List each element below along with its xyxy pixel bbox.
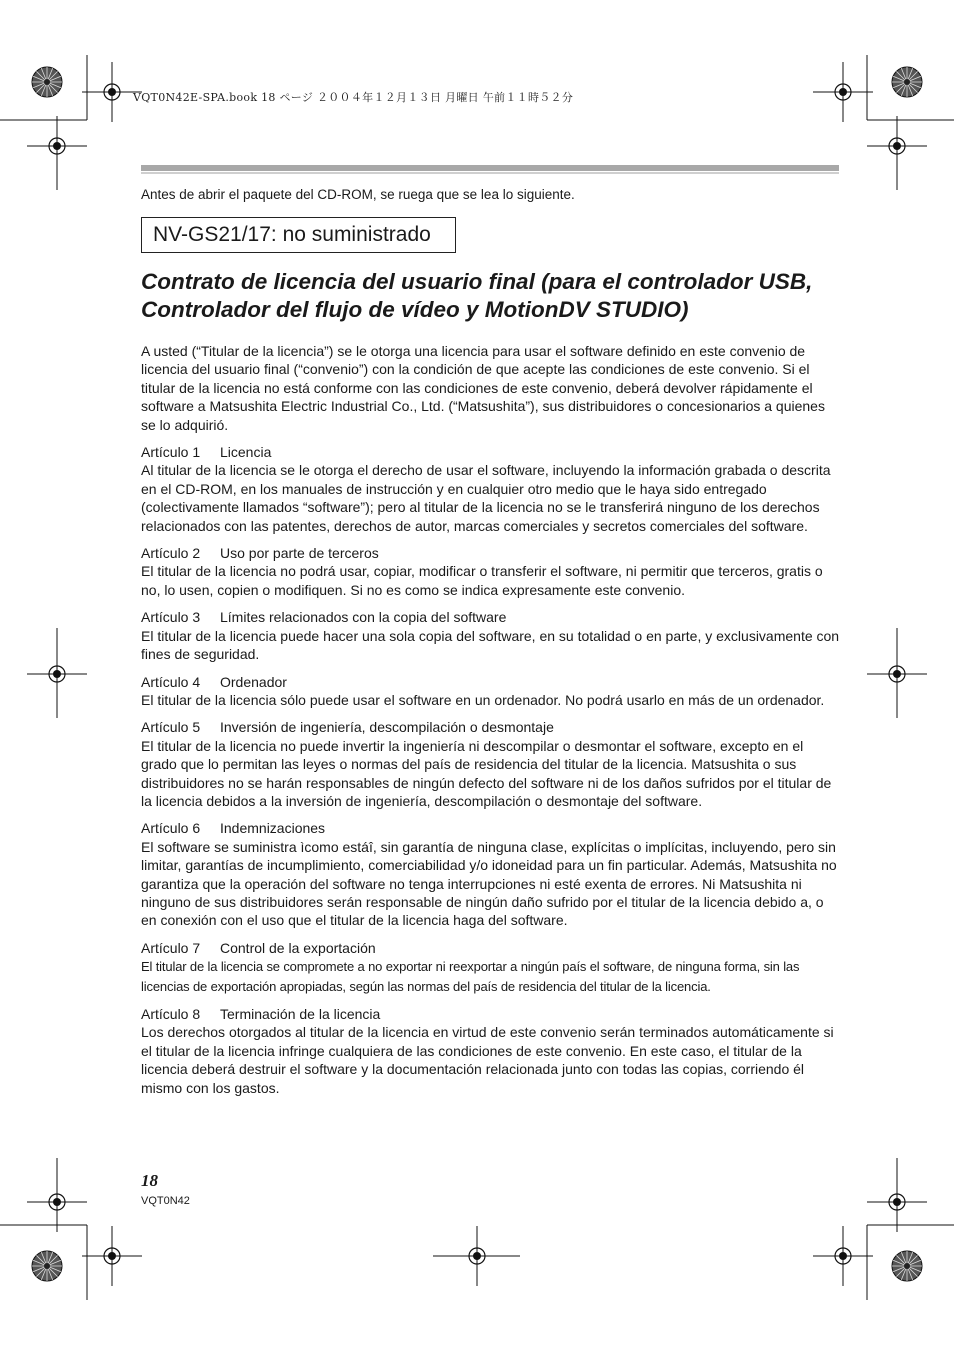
article-3	[141, 608, 841, 663]
article-6	[141, 819, 841, 929]
article-body: El titular de la licencia no puede invertir la ingeniería ni descompilar o desmontar el software, excepto en el grado que lo permitan las leyes o normas del país de residencia del titular de la licencia. Matsushita o sus distribuidores no se harán responsables de ningún defecto del software ni de los daños sufridos por el titular de la licencia debidos a la inversión de ingeniería, descompilación o desmontaje del software.	[141, 737, 832, 809]
license-content	[141, 342, 841, 1106]
article-number: Artículo 2	[141, 545, 201, 562]
article-number: Artículo 4	[141, 673, 201, 690]
article-title: Ordenador	[220, 673, 287, 690]
article-body: El titular de la licencia se compromete a no exportar ni reexportar a ningún país el software, de ninguna forma, sin las licencias de exportación apropiadas, según las normas del país de residencia del titular de la licencia.	[141, 959, 800, 994]
article-title: Indemnizaciones	[220, 820, 326, 837]
model-notice-box: NV-GS21/17: no suministrado	[141, 217, 456, 253]
article-heading	[141, 608, 841, 626]
article-number: Artículo 3	[141, 609, 201, 626]
article-title: Uso por parte de terceros	[220, 545, 379, 562]
document-code: VQT0N42	[141, 1195, 190, 1207]
article-8	[141, 1005, 841, 1097]
article-title: Límites relacionados con la copia del software	[220, 609, 507, 626]
top-divider-bar	[141, 165, 839, 174]
article-number: Artículo 8	[141, 1006, 201, 1022]
page-title	[141, 268, 841, 324]
preamble-paragraph: A usted (“Titular de la licencia”) se le otorga una licencia para usar el software definido en este convenio de licencia del usuario final (“convenio”) con la condición de que acepte las condiciones de este convenio. Si el titular de la licencia no está conforme con las condiciones de este convenio, deberá devolver rápidamente el software a Matsushita Electric Industrial Co., Ltd. (“Matsushita”), sus distribuidores o concesionarios a quienes se lo adquirió.	[141, 343, 825, 433]
article-heading	[141, 544, 841, 562]
intro-text: Antes de abrir el paquete del CD-ROM, se ruega que se lea lo siguiente.	[141, 187, 575, 202]
article-number: Artículo 6	[141, 820, 201, 837]
article-title: Inversión de ingeniería, descompilación o desmontaje	[220, 719, 554, 736]
article-heading	[141, 819, 841, 837]
article-number: Artículo 5	[141, 719, 201, 736]
article-body: El titular de la licencia sólo puede usar el software en un ordenador. No podrá usarlo en más de un ordenador.	[141, 691, 825, 708]
article-body: El titular de la licencia no podrá usar, copiar, modificar o transferir el software, ni permitir que terceros, gratis o no, lo usen, copien o modifiquen. Si no es como se indica expresamente este convenio.	[141, 563, 823, 598]
page-number: 18	[141, 1171, 158, 1190]
article-title: Control de la exportación	[220, 939, 376, 956]
article-title: Terminación de la licencia	[220, 1006, 381, 1022]
article-title: Licencia	[220, 444, 272, 461]
article-number: Artículo 7	[141, 939, 201, 956]
article-heading	[141, 443, 841, 461]
article-heading	[141, 939, 841, 957]
title-line-1: Contrato de licencia del usuario final (para el controlador USB,	[141, 269, 813, 294]
print-info-header: VQT0N42E-SPA.book 18 ページ ２００４年１２月１３日 月曜日 午前１１時５２分	[133, 91, 574, 104]
article-number: Artículo 1	[141, 444, 201, 461]
article-heading	[141, 718, 841, 736]
article-body: Los derechos otorgados al titular de la licencia en virtud de este convenio serán terminados automáticamente si el titular de la licencia infringe cualquiera de las condiciones de este convenio. En este caso, el titular de la licencia deberá destruir el software y la documentación relacionada junto con todas las copias, corriendo él mismo con los gastos.	[141, 1024, 834, 1096]
article-1	[141, 443, 841, 535]
article-2	[141, 544, 841, 599]
article-5	[141, 718, 841, 810]
article-4	[141, 673, 841, 710]
article-heading	[141, 673, 841, 691]
article-body: El titular de la licencia puede hacer una sola copia del software, en su totalidad o en parte, y exclusivamente con fines de seguridad.	[141, 627, 840, 663]
article-heading	[141, 1005, 841, 1023]
article-body: El software se suministra ìcomo estáî, sin garantía de ninguna clase, explícitas o implícitas, incluyendo, pero sin limitar, garantías de incumplimiento, comerciabilidad y/o idoneidad para un fin particular. Además, Matsushita no garantiza que la operación del software no tenga interrupciones ni esté exenta de errores. Ni Matsushita ni ninguno de sus distribuidores serán responsable de ningún daño sufrido por el titular de la licencia debido a, o en conexión con el uso que el titular de la licencia haga del software.	[141, 838, 837, 929]
title-line-2: Controlador del flujo de vídeo y MotionDV STUDIO)	[141, 297, 689, 322]
article-body: Al titular de la licencia se le otorga el derecho de usar el software, incluyendo la información grabada o descrita en el CD-ROM, en los manuales de instrucción y en cualquier otro medio que le haya sido entregado (colectivamente llamados “software”); pero al titular de la licencia no se le transferirá ninguno de los derechos relacionados con las patentes, derechos de autor, marcas comerciales y secretos comerciales del software.	[141, 462, 831, 534]
article-7	[141, 939, 841, 996]
